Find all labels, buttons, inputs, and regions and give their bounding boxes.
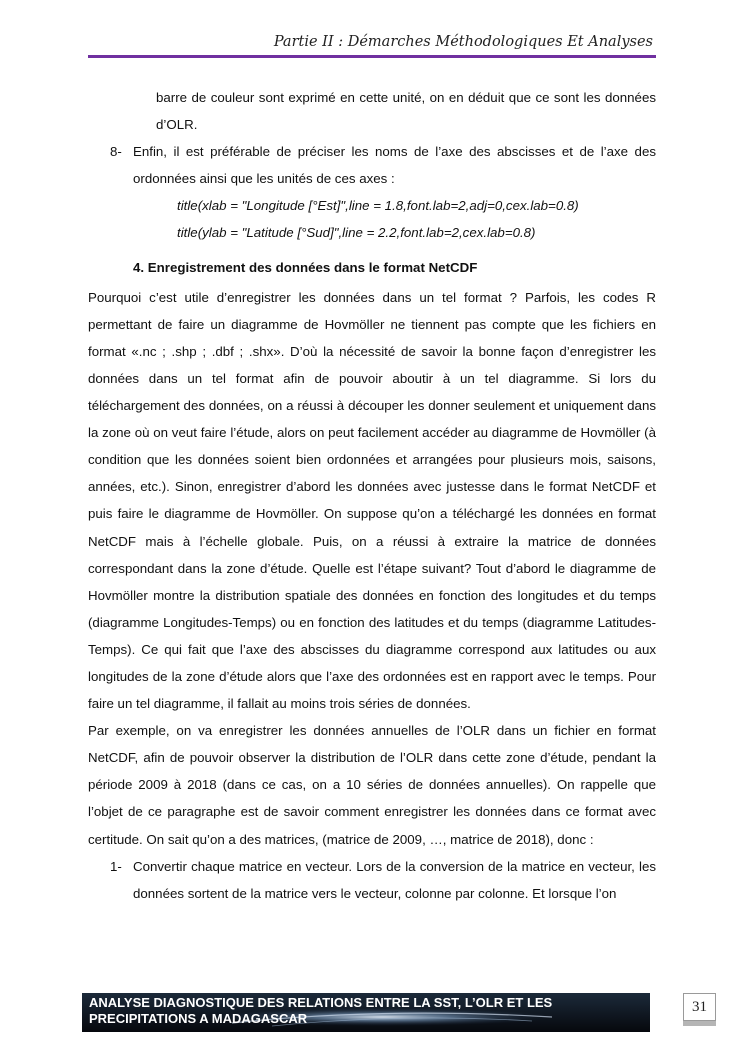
- list-number: 1-: [110, 858, 122, 874]
- footer-banner: [82, 993, 650, 1032]
- running-header-title: Partie II : Démarches Méthodologiques Et Analyses: [273, 34, 653, 50]
- list-text: Convertir chaque matrice en vecteur. Lors de la conversion de la matrice en vecteur, les données sortent de la matrice vers le vecteur, colonne par colonne. Et lorsque l’on: [133, 858, 656, 901]
- code-line-xlab: title(xlab = "Longitude [°Est]",line = 1.8,font.lab=2,adj=0,cex.lab=0.8): [177, 198, 579, 214]
- page-number: 31: [683, 993, 716, 1021]
- page-number-shadow: [683, 1021, 716, 1026]
- banner-line-1: ANALYSE DIAGNOSTIQUE DES RELATIONS ENTRE LA SST, L’OLR ET LES: [89, 995, 553, 1010]
- list-item-8: [88, 138, 656, 192]
- footer-banner-text: [89, 995, 642, 1026]
- code-line-ylab: title(ylab = "Latitude [°Sud]",line = 2.2,font.lab=2,cex.lab=0.8): [177, 225, 536, 241]
- body-paragraph-1: Pourquoi c’est utile d’enregistrer les données dans un tel format ? Parfois, les codes R permettant de faire un diagramme de Hovmöller ne tiennent pas compte que les fichiers en format «.nc ; .shp ; .dbf ; .shx». D’où la nécessité de savoir la bonne façon d’enregistrer les données dans un tel format afin de pouvoir aboutir à un tel diagramme. Si lors du téléchargement des données, on a réussi à découper les donner seulement et uniquement dans la zone où on veut faire l’étude, alors on peut facilement accéder au diagramme de Hovmöller (à condition que les données soient bien ordonnées et arrangées pour plusieurs mois, saisons, années, etc.). Sinon, enregistrer d’abord les données avec justesse dans le format NetCDF et puis faire le diagramme de Hovmöller. On suppose qu’on a téléchargé les données en format NetCDF mais à l’échelle globale. Puis, on a réussi à extraire la matrice de données correspondant dans la zone d’étude. Quelle est l’étape suivant? Tout d’abord le diagramme de Hovmöller montre la distribution spatiale des données en fonction des longitudes et du temps (diagramme Longitudes-Temps) ou en fonction des latitudes et du temps (diagramme Latitudes-Temps). Ce qui fait que l’axe des abscisses du diagramme correspond aux latitudes ou aux longitudes de la zone d’étude alors que l’axe des ordonnées est en rapport avec le temps. Pour faire un tel diagramme, il fallait au moins trois séries de données.: [88, 289, 656, 712]
- page-body: [88, 84, 656, 907]
- list-text: Enfin, il est préférable de préciser les noms de l’axe des abscisses et de l’axe des ordonnées ainsi que les unités de ces axes :: [133, 144, 656, 187]
- banner-line-2: PRECIPITATIONS A MADAGASCAR: [89, 1010, 308, 1026]
- body-paragraph-2: Par exemple, on va enregistrer les données annuelles de l’OLR dans un fichier en format NetCDF, afin de pouvoir observer la distribution de l’OLR dans cette zone d’étude, pendant la période 2009 à 2018 (dans ce cas, on a 10 séries de données annuelles). On rappelle que l’objet de ce paragraphe est de savoir comment enregistrer les données dans ce format avec certitude. On sait qu’on a des matrices, (matrice de 2009, …, matrice de 2018), donc :: [88, 723, 656, 847]
- section-heading: 4. Enregistrement des données dans le format NetCDF: [133, 259, 478, 275]
- continuation-text: barre de couleur sont exprimé en cette unité, on en déduit que ce sont les données d’OLR.: [156, 90, 656, 133]
- list-number: 8-: [110, 144, 122, 160]
- list-item-1: [88, 853, 656, 907]
- header-divider: [88, 55, 656, 58]
